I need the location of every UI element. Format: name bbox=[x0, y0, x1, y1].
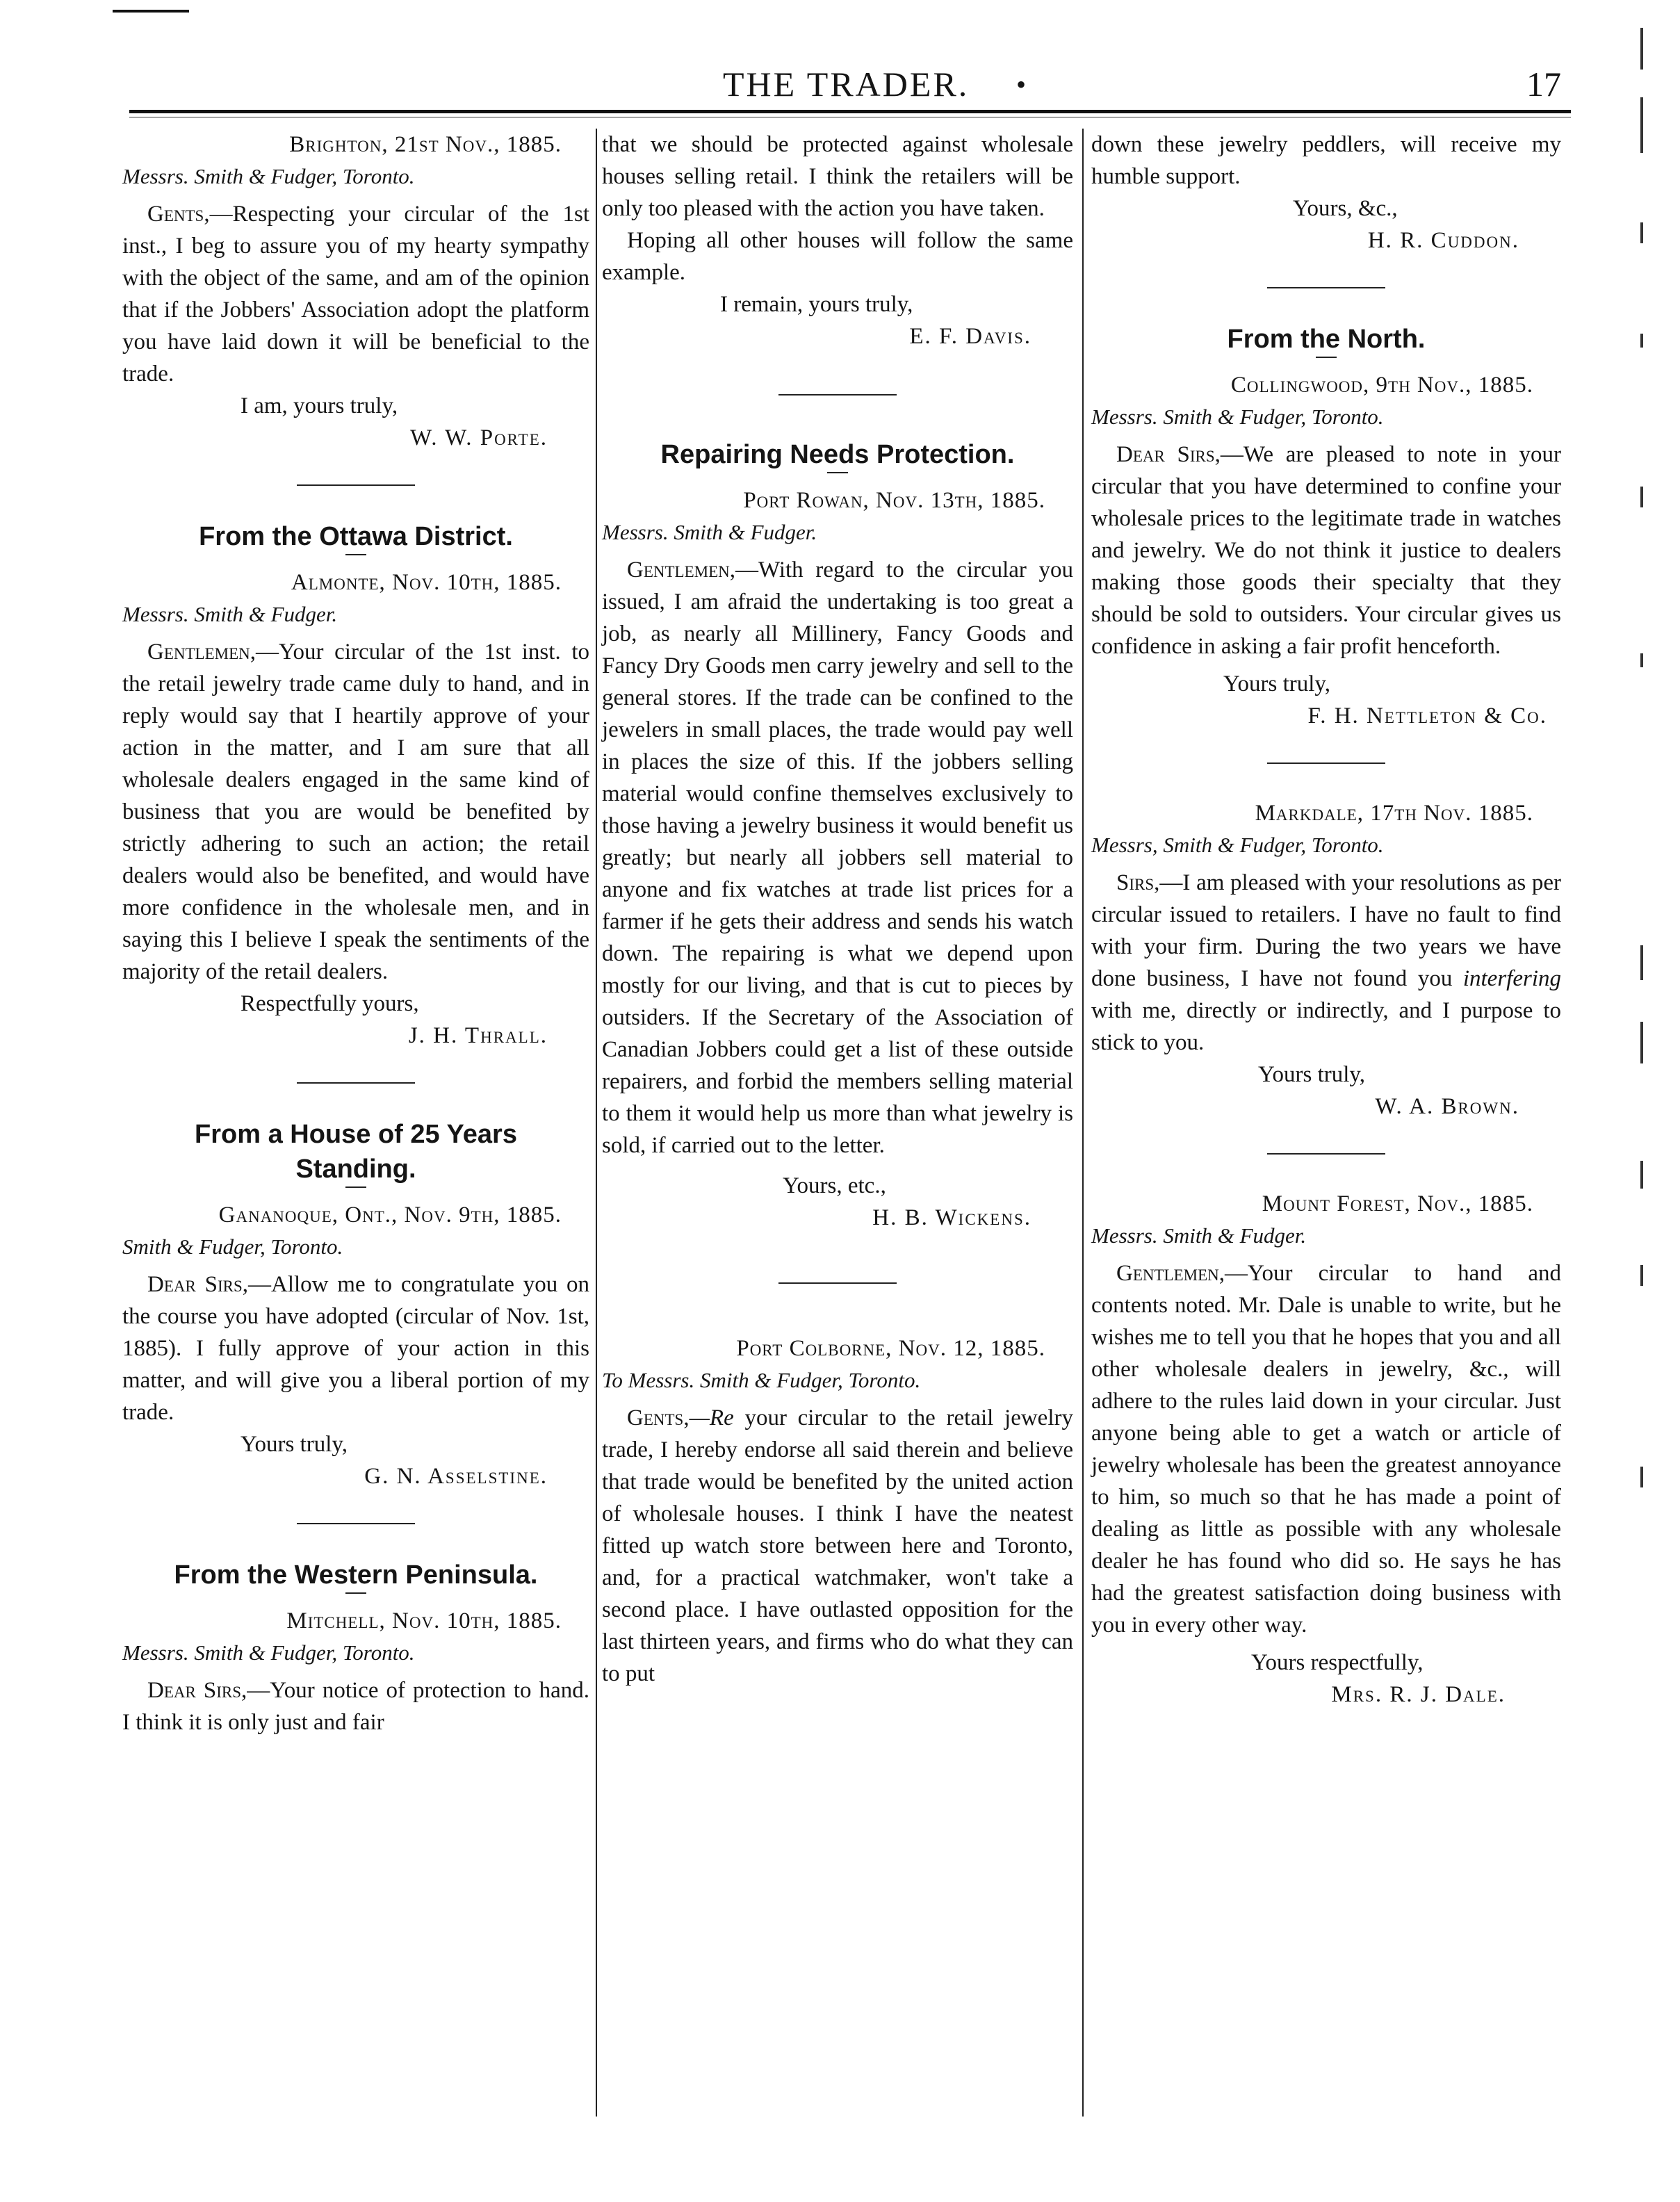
section-divider bbox=[778, 1282, 897, 1284]
letter-dateline: Port Rowan, Nov. 13th, 1885. bbox=[743, 488, 1045, 513]
letter-salutation: Dear Sirs, bbox=[1116, 442, 1221, 467]
letter-body-continued: that we should be protected against wholesale houses selling retail. I think the retailers will be only too pleased with the action you have taken. bbox=[602, 132, 1073, 221]
letter-signature: W. A. Brown. bbox=[1375, 1094, 1519, 1119]
letter-closing: Yours truly, bbox=[240, 1432, 348, 1457]
letter-body bbox=[122, 198, 589, 390]
letter-signature: F. H. Nettleton & Co. bbox=[1307, 703, 1547, 728]
letter-signature: H. B. Wickens. bbox=[872, 1205, 1031, 1230]
letter-text: —With regard to the circular you issued, I am afraid the undertaking is too great a job, as nearly all Millinery, Fancy Goods and Fancy Dry Goods men carry jewelry and sell to the general stores. If the trade can be confined to the jewelers in small places, the trade would pay well in places the size of this. If the jobbers selling material would confine themselves exclusively to those having a jewelry business it would benefit us greatly; but nearly all jobbers sell material to anyone and fix watches at trade list prices for a farmer if he gets their address and sends his watch down. The repairing is what we depend upon mostly for our living, and that is cut to pieces by outsiders. If the Secretary of the Association of Canadian Jobbers could get a list of these outside repairers, and forbid the members selling material to them it would help us more than what jewelry is sold, if carried out to the letter. bbox=[602, 557, 1073, 1158]
letter-signature: W. W. Porte. bbox=[410, 425, 548, 450]
letter-closing: Yours truly, bbox=[1223, 671, 1331, 696]
letter-closing: I am, yours truly, bbox=[240, 393, 398, 418]
section-heading: Repairing Needs Protection. bbox=[660, 440, 1015, 469]
letter-dateline: Port Colborne, Nov. 12, 1885. bbox=[736, 1336, 1045, 1361]
letter-salutation: Gents, bbox=[147, 202, 210, 227]
letter-address: Messrs, Smith & Fudger, Toronto. bbox=[1091, 833, 1384, 857]
scan-specks bbox=[1640, 28, 1668, 2183]
letter-closing: Yours, etc., bbox=[783, 1173, 886, 1198]
letter-text: —Your circular of the 1st inst. to the retail jewelry trade came duly to hand, and in reply would say that I heartily approve of your action in the matter, and I am sure that all wholesale dealers engaged in the same kind of business that you are would be benefited by strictly adhering to such an action; the retail dealers would also be benefited, and would have more confidence in the wholesale men, and in saying this I believe I speak the sentiments of the majority of the retail dealers. bbox=[122, 639, 589, 984]
header-mark: • bbox=[1016, 69, 1027, 100]
letter-body bbox=[1091, 439, 1561, 662]
letter-address: Messrs. Smith & Fudger, Toronto. bbox=[1091, 405, 1384, 429]
running-head bbox=[0, 64, 1680, 113]
section-divider bbox=[778, 394, 897, 395]
section-divider bbox=[1267, 1153, 1385, 1155]
letter-closing: Yours, &c., bbox=[1293, 196, 1398, 221]
letter-signature: J. H. Thrall. bbox=[408, 1023, 548, 1048]
letter-address: To Messrs. Smith & Fudger, Toronto. bbox=[602, 1368, 921, 1392]
letter-re: —Re bbox=[689, 1405, 734, 1430]
letter-body bbox=[122, 1674, 589, 1738]
letter-address: Messrs. Smith & Fudger. bbox=[602, 520, 817, 544]
section-divider bbox=[297, 1082, 415, 1084]
letter-body-continued: down these jewelry peddlers, will receive my humble support. bbox=[1091, 132, 1561, 189]
section-heading: From the North. bbox=[1227, 325, 1426, 354]
column-2 bbox=[602, 129, 1073, 1690]
letter-text: —Respecting your circular of the 1st inst., I beg to assure you of my hearty sympathy with the object of the same, and am of the opinion that if the Jobbers' Association adopt the platform you have laid down it will be beneficial to the trade. bbox=[122, 202, 589, 386]
letter-dateline: Markdale, 17th Nov. 1885. bbox=[1255, 801, 1533, 826]
letter-closing: Respectfully yours, bbox=[240, 991, 419, 1016]
letter-text: —Allow me to congratulate you on the course you have adopted (circular of Nov. 1st, 1885). I fully approve of your action in this matter, and will give you a liberal portion of my trade. bbox=[122, 1272, 589, 1425]
heading-dash bbox=[345, 554, 366, 555]
letter-text: —Your notice of protection to hand. I think it is only just and fair bbox=[122, 1678, 589, 1735]
letter-signature: E. F. Davis. bbox=[909, 324, 1031, 349]
section-divider bbox=[1267, 287, 1385, 288]
section-divider bbox=[1267, 762, 1385, 764]
letter-text: —We are pleased to note in your circular that you have determined to confine your wholesale prices to the legitimate trade in watches and jewelry. We do not think it justice to dealers making those goods their specialty that they should be sold to outsiders. Your circular gives us confidence in asking a fair profit henceforth. bbox=[1091, 442, 1561, 659]
letter-text: your circular to the retail jewelry trade, I hereby endorse all said therein and believe that trade would be benefited by the united action of wholesale houses. I think I have the neatest fitted up watch store between here and Toronto, and, for a practical watchmaker, won't take a second place. I have outlasted opposition for the last thirteen years, and firms who do what they can to put bbox=[602, 1405, 1073, 1686]
letter-signature: H. R. Cuddon. bbox=[1367, 228, 1519, 253]
letter-emphasis: interfering bbox=[1462, 966, 1561, 991]
letter-closing: Yours respectfully, bbox=[1251, 1650, 1424, 1675]
section-heading: From a House of 25 Years Standing. bbox=[195, 1120, 517, 1184]
letter-address: Messrs. Smith & Fudger. bbox=[122, 602, 338, 626]
section-heading: From the Ottawa District. bbox=[199, 522, 513, 551]
letter-dateline: Brighton, 21st Nov., 1885. bbox=[289, 132, 562, 157]
letter-dateline: Gananoque, Ont., Nov. 9th, 1885. bbox=[218, 1202, 562, 1228]
column-1 bbox=[122, 129, 589, 1738]
letter-signature: Mrs. R. J. Dale. bbox=[1331, 1682, 1506, 1707]
letter-address: Messrs. Smith & Fudger, Toronto. bbox=[122, 164, 415, 188]
letter-text: —I am pleased with your resolutions as per circular issued to retailers. I have no fault to find with your firm. During the two years we have done business, I have not found you bbox=[1091, 870, 1561, 991]
letter-dateline: Mitchell, Nov. 10th, 1885. bbox=[286, 1608, 562, 1633]
column-3 bbox=[1091, 129, 1561, 1711]
letter-text: with me, directly or indirectly, and I purpose to stick to you. bbox=[1091, 998, 1561, 1055]
heading-dash bbox=[345, 1186, 366, 1188]
letter-body bbox=[1091, 1257, 1561, 1641]
letter-salutation: Gents, bbox=[627, 1405, 690, 1430]
letter-dateline: Collingwood, 9th Nov., 1885. bbox=[1230, 373, 1533, 398]
heading-dash bbox=[345, 1592, 366, 1594]
letter-address: Messrs. Smith & Fudger. bbox=[1091, 1223, 1307, 1248]
publication-title: THE TRADER. bbox=[723, 65, 970, 104]
letter-body bbox=[602, 554, 1073, 1161]
letter-salutation: Gentlemen, bbox=[627, 557, 735, 582]
letter-closing: Yours truly, bbox=[1258, 1062, 1366, 1087]
section-heading: From the Western Peninsula. bbox=[174, 1560, 538, 1590]
header-rule bbox=[129, 110, 1571, 113]
corner-rule bbox=[113, 10, 189, 13]
letter-text: —Your circular to hand and contents noted. Mr. Dale is unable to write, but he wishes me to tell you that he hopes that you and all other wholesale dealers in jewelry, &c., will adhere to the rules laid down in your circular. Just anyone being able to get a watch or article of jewelry wholesale has been the greatest annoyance to him, so much so that he has made a point of dealing as little as possible with any wholesale dealer he has found who did so. He says he has had the greatest satisfaction doing business with you in every other way. bbox=[1091, 1261, 1561, 1638]
letter-address: Smith & Fudger, Toronto. bbox=[122, 1234, 343, 1259]
column-rule-1 bbox=[596, 129, 597, 2117]
letter-salutation: Dear Sirs, bbox=[147, 1678, 247, 1703]
letter-address: Messrs. Smith & Fudger, Toronto. bbox=[122, 1640, 415, 1665]
column-rule-2 bbox=[1082, 129, 1084, 2117]
letter-salutation: Dear Sirs, bbox=[147, 1272, 249, 1297]
letter-body bbox=[1091, 867, 1561, 1059]
section-divider bbox=[297, 484, 415, 486]
letter-closing: I remain, yours truly, bbox=[720, 292, 913, 317]
letter-salutation: Gentlemen, bbox=[1116, 1261, 1225, 1286]
letter-body bbox=[122, 636, 589, 988]
letter-body bbox=[602, 1402, 1073, 1690]
letter-salutation: Sirs, bbox=[1116, 870, 1160, 895]
letter-body: Hoping all other houses will follow the same example. bbox=[602, 228, 1073, 285]
letter-dateline: Mount Forest, Nov., 1885. bbox=[1262, 1191, 1533, 1216]
letter-body bbox=[122, 1269, 589, 1428]
letter-signature: G. N. Asselstine. bbox=[364, 1464, 548, 1489]
heading-dash bbox=[827, 472, 848, 473]
section-divider bbox=[297, 1523, 415, 1524]
letter-dateline: Almonte, Nov. 10th, 1885. bbox=[291, 570, 562, 595]
letter-salutation: Gentlemen, bbox=[147, 639, 256, 664]
heading-dash bbox=[1316, 357, 1337, 358]
page-number: 17 bbox=[1526, 65, 1561, 104]
